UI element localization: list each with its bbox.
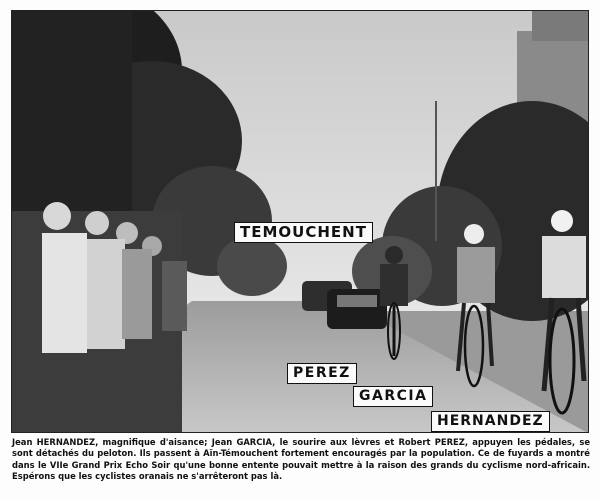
town-sign: TEMOUCHENT: [234, 222, 373, 243]
crowd: [12, 202, 187, 433]
photo-caption: Jean HERNANDEZ, magnifique d'aisance; Jean GARCIA, le sourire aux lèvres et Robert PEREZ, appuyen les pédales, se sont détachés du peloton. Ils passent à Aïn-Témouchent fortement encouragés par la population. Ce de fuyards a montré dans le VIIe Grand Prix Echo Soir qu'une bonne entente pouvait mettre à la raison des grands du cyclisme nord-africain. Espérons que les cyclistes oranais ne s'arrêteront pas là.: [12, 437, 590, 482]
label-garcia: GARCIA: [353, 386, 433, 407]
news-photo: [11, 10, 589, 433]
rider-hernandez: [542, 210, 586, 413]
label-hernandez: HERNANDEZ: [431, 411, 550, 432]
label-perez: PEREZ: [287, 363, 357, 384]
